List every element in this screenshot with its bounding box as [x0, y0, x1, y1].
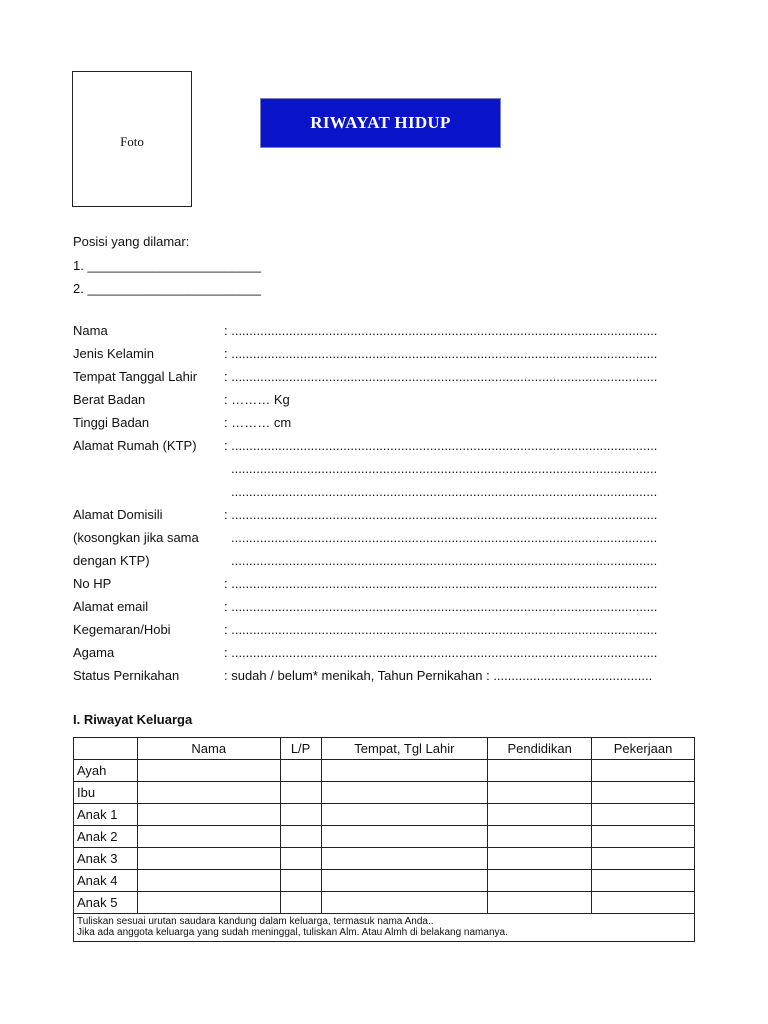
table-cell[interactable] — [488, 826, 592, 848]
table-cell[interactable] — [321, 826, 488, 848]
table-row — [74, 782, 695, 804]
table-cell[interactable] — [592, 848, 695, 870]
field-row — [73, 434, 698, 457]
document-title: RIWAYAT HIDUP — [260, 98, 501, 148]
table-cell[interactable] — [137, 848, 280, 870]
table-cell[interactable] — [280, 848, 321, 870]
table-cell[interactable] — [137, 892, 280, 914]
table-cell[interactable] — [321, 870, 488, 892]
field-row — [73, 342, 698, 365]
field-row — [73, 595, 698, 618]
field-label: Alamat Rumah (KTP) — [73, 438, 197, 453]
column-header: Pendidikan — [488, 738, 592, 760]
field-value[interactable]: : ...................................................................................................................... — [224, 645, 658, 660]
field-row — [73, 526, 698, 549]
note-line-2: Jika ada anggota keluarga yang sudah meninggal, tuliskan Alm. Atau Almh di belakang namanya. — [77, 927, 508, 938]
table-cell[interactable] — [488, 804, 592, 826]
field-row — [73, 664, 698, 687]
field-value[interactable]: : ...................................................................................................................... — [224, 507, 658, 522]
family-table — [73, 737, 695, 942]
field-row — [73, 503, 698, 526]
field-value[interactable]: : ……… Kg — [224, 392, 290, 407]
position-section — [73, 230, 261, 301]
field-value[interactable]: : ...................................................................................................................... — [224, 599, 658, 614]
field-value[interactable]: : ...................................................................................................................... — [224, 323, 658, 338]
table-cell[interactable] — [280, 870, 321, 892]
table-cell[interactable] — [137, 782, 280, 804]
table-cell[interactable] — [137, 826, 280, 848]
note-line-1: Tuliskan sesuai urutan saudara kandung dalam keluarga, termasuk nama Anda.. — [77, 916, 434, 927]
photo-label: Foto — [120, 134, 144, 149]
field-label: Jenis Kelamin — [73, 346, 154, 361]
family-section-title: I. Riwayat Keluarga — [73, 712, 193, 727]
table-cell[interactable] — [280, 826, 321, 848]
field-label: dengan KTP) — [73, 553, 150, 568]
field-label: Status Pernikahan — [73, 668, 180, 683]
table-cell[interactable] — [280, 804, 321, 826]
field-label: No HP — [73, 576, 112, 591]
table-row — [74, 892, 695, 914]
field-value[interactable]: : ...................................................................................................................... — [224, 346, 658, 361]
field-row — [73, 365, 698, 388]
field-label: Berat Badan — [73, 392, 146, 407]
column-header: Nama — [137, 738, 280, 760]
field-label: Alamat Domisili — [73, 507, 163, 522]
field-row — [73, 411, 698, 434]
column-header: Tempat, Tgl Lahir — [321, 738, 488, 760]
table-cell[interactable] — [321, 760, 488, 782]
table-cell[interactable] — [592, 870, 695, 892]
table-cell[interactable] — [137, 870, 280, 892]
table-row — [74, 804, 695, 826]
position-line-2[interactable]: 2. ________________________ — [73, 281, 261, 296]
table-cell[interactable] — [321, 782, 488, 804]
table-cell[interactable] — [592, 804, 695, 826]
table-cell[interactable] — [488, 782, 592, 804]
row-label: Anak 4 — [74, 870, 138, 892]
position-line-1[interactable]: 1. ________________________ — [73, 257, 261, 273]
field-value[interactable]: : ...................................................................................................................... — [224, 576, 658, 591]
field-row — [73, 388, 698, 411]
field-value[interactable]: ...................................................................................................................... — [231, 461, 658, 476]
column-header — [74, 738, 138, 760]
table-cell[interactable] — [280, 892, 321, 914]
field-value[interactable]: : ...................................................................................................................... — [224, 369, 658, 384]
field-value[interactable]: : ……… cm — [224, 415, 292, 430]
field-label: Tinggi Badan — [73, 415, 150, 430]
field-value[interactable]: : ...................................................................................................................... — [224, 622, 658, 637]
field-row — [73, 572, 698, 595]
table-row — [74, 870, 695, 892]
table-cell[interactable] — [592, 892, 695, 914]
table-cell[interactable] — [488, 760, 592, 782]
table-cell[interactable] — [137, 804, 280, 826]
field-value[interactable]: ...................................................................................................................... — [231, 530, 658, 545]
table-row — [74, 848, 695, 870]
table-cell[interactable] — [488, 848, 592, 870]
table-cell[interactable] — [592, 782, 695, 804]
field-label: Agama — [73, 645, 115, 660]
row-label: Anak 5 — [74, 892, 138, 914]
column-header: Pekerjaan — [592, 738, 695, 760]
table-cell[interactable] — [280, 782, 321, 804]
field-label: (kosongkan jika sama — [73, 530, 199, 545]
table-cell[interactable] — [137, 760, 280, 782]
photo-box — [72, 71, 192, 207]
field-value[interactable]: ...................................................................................................................... — [231, 484, 658, 499]
row-label: Anak 2 — [74, 826, 138, 848]
field-row — [73, 549, 698, 572]
field-label: Alamat email — [73, 599, 149, 614]
field-value[interactable]: : sudah / belum* menikah, Tahun Pernikahan : ............................................ — [224, 668, 653, 683]
table-cell[interactable] — [321, 892, 488, 914]
row-label: Ayah — [74, 760, 138, 782]
field-row — [73, 480, 698, 503]
field-label: Kegemaran/Hobi — [73, 622, 171, 637]
field-row — [73, 457, 698, 480]
field-value[interactable]: ...................................................................................................................... — [231, 553, 658, 568]
field-row — [73, 319, 698, 342]
table-header-row — [74, 738, 695, 760]
column-header: L/P — [280, 738, 321, 760]
field-row — [73, 618, 698, 641]
table-cell[interactable] — [488, 870, 592, 892]
table-row — [74, 826, 695, 848]
field-label: Tempat Tanggal Lahir — [73, 369, 198, 384]
table-row — [74, 760, 695, 782]
table-note — [74, 914, 695, 942]
field-label: Nama — [73, 323, 108, 338]
field-value[interactable]: : ...................................................................................................................... — [224, 438, 658, 453]
row-label: Anak 1 — [74, 804, 138, 826]
table-cell[interactable] — [592, 760, 695, 782]
row-label: Ibu — [74, 782, 138, 804]
table-cell[interactable] — [321, 848, 488, 870]
table-cell[interactable] — [592, 826, 695, 848]
field-row — [73, 641, 698, 664]
table-cell[interactable] — [321, 804, 488, 826]
table-cell[interactable] — [280, 760, 321, 782]
row-label: Anak 3 — [74, 848, 138, 870]
table-note-row — [74, 914, 695, 942]
position-heading: Posisi yang dilamar: — [73, 234, 190, 249]
table-cell[interactable] — [488, 892, 592, 914]
personal-fields — [73, 319, 698, 687]
